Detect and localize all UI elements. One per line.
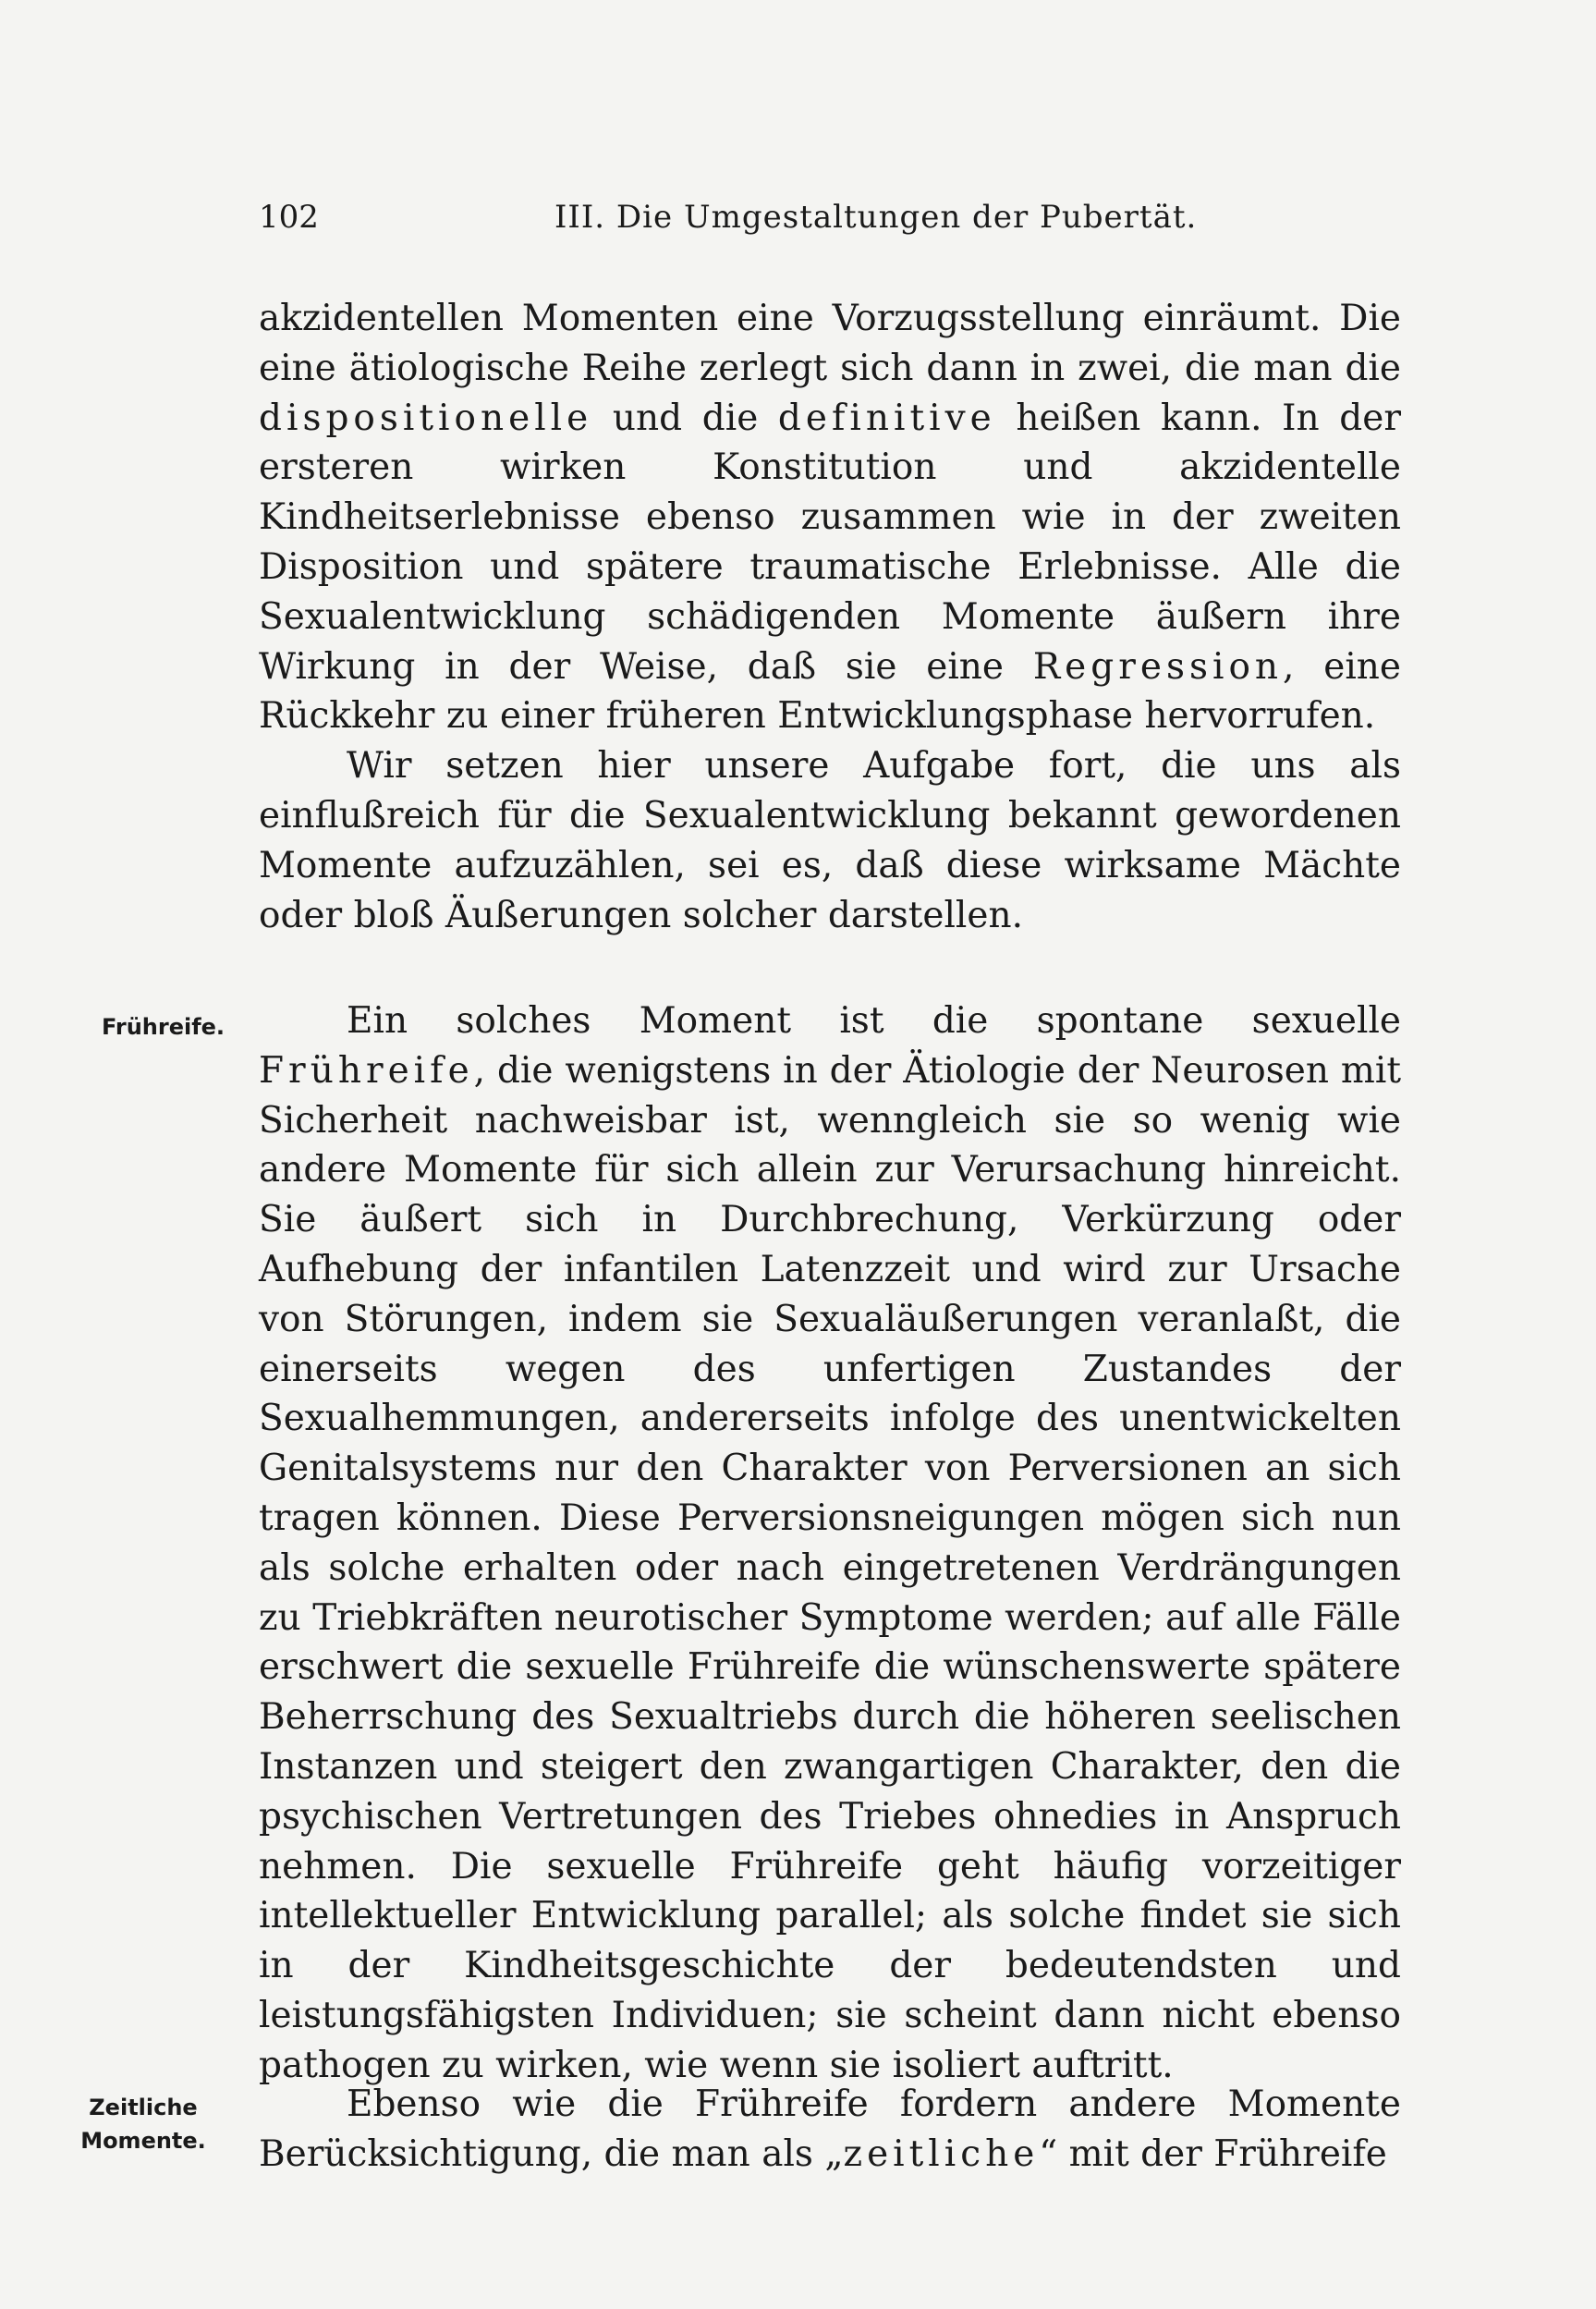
margin-note-zeitliche-momente <box>74 2091 213 2157</box>
text-run: “ mit der Frühreife <box>1039 2132 1387 2175</box>
emphasis-fruehreife: Frühreife <box>259 1049 474 1092</box>
text-run: Ein solches Moment ist die spontane sexuelle <box>347 1000 1401 1042</box>
margin-note-line: Momente. <box>80 2128 206 2154</box>
text-run: , eine Rückkehr zu einer früheren Entwicklungsphase hervorrufen. <box>259 645 1401 738</box>
emphasis-zeitliche: zeitliche <box>843 2132 1040 2175</box>
text-block-fruehreife <box>259 996 1401 2091</box>
margin-note-line: Zeitliche <box>89 2095 198 2120</box>
paragraph-3 <box>259 996 1401 2091</box>
text-block-top <box>259 294 1401 940</box>
paragraph-1 <box>259 294 1401 741</box>
emphasis-dispositionelle: dispositionelle <box>259 397 593 439</box>
margin-note-fruehreife: Frühreife. <box>102 1014 225 1040</box>
page-header <box>259 199 1405 245</box>
emphasis-definitive: definitive <box>777 397 996 439</box>
page-number: 102 <box>259 199 319 236</box>
paragraph-2: Wir setzen hier unsere Aufgabe fort, die uns als einflußreich für die Sexualentwicklung bekannt gewordenen Momente aufzuzählen, sei es, daß diese wirksame Mächte oder bloß Äußerungen solcher darstellen. <box>259 745 1401 936</box>
text-run: , die wenigstens in der Ätiologie der Neurosen mit Sicherheit nachweisbar ist, wenngleich sie so wenig wie andere Momente für sich allein zur Verursachung hinreicht. Sie äußert sich in Durchbrechung, Verkürzung oder Aufhebung der infantilen Latenzzeit und wird zur Ursache von Störungen, indem sie Sexualäußerungen veranlaßt, die einerseits wegen des unfertigen Zustandes der Sexualhemmungen, andererseits infolge des unentwickelten Genitalsystems nur den Charakter von Perversionen an sich tragen können. Diese Perversionsneigungen mögen sich nun als solche erhalten oder nach eingetretenen Verdrängungen zu Triebkräften neurotischer Symptome werden; auf alle Fälle erschwert die sexuelle Frühreife die wünschenswerte spätere Beherrschung des Sexualtriebs durch die höheren seelischen Instanzen und steigert den zwangartigen Charakter, den die psychischen Vertretungen des Triebes ohnedies in Anspruch nehmen. Die sexuelle Frühreife geht häufig vorzeitiger intellektueller Entwicklung parallel; als solche findet sie sich in der Kindheitsgeschichte der bedeutendsten und leistungsfähigsten Individuen; sie scheint dann nicht ebenso pathogen zu wirken, wie wenn sie isoliert auftritt. <box>259 1049 1401 2086</box>
text-run: und die <box>592 397 778 439</box>
running-title: III. Die Umgestaltungen der Pubertät. <box>554 199 1198 236</box>
text-run: akzidentellen Momenten eine Vorzugsstellung einräumt. Die eine ätiologische Reihe zerlegt sich dann in zwei, die man die <box>259 298 1401 389</box>
paragraph-4 <box>259 2080 1401 2180</box>
text-run: Ebenso wie die Frühreife fordern andere Momente Berücksichtigung, die man als „ <box>259 2083 1401 2175</box>
text-block-zeitliche <box>259 2080 1401 2180</box>
emphasis-regression: Regression <box>1032 645 1284 688</box>
text-run: heißen kann. In der ersteren wirken Konstitution und akzidentelle Kindheitserlebnisse ebenso zusammen wie in der zweiten Disposition und spätere traumatische Erlebnisse. Alle die Sexualentwicklung schädigenden Momente äußern ihre Wirkung in der Weise, daß sie eine <box>259 397 1401 688</box>
